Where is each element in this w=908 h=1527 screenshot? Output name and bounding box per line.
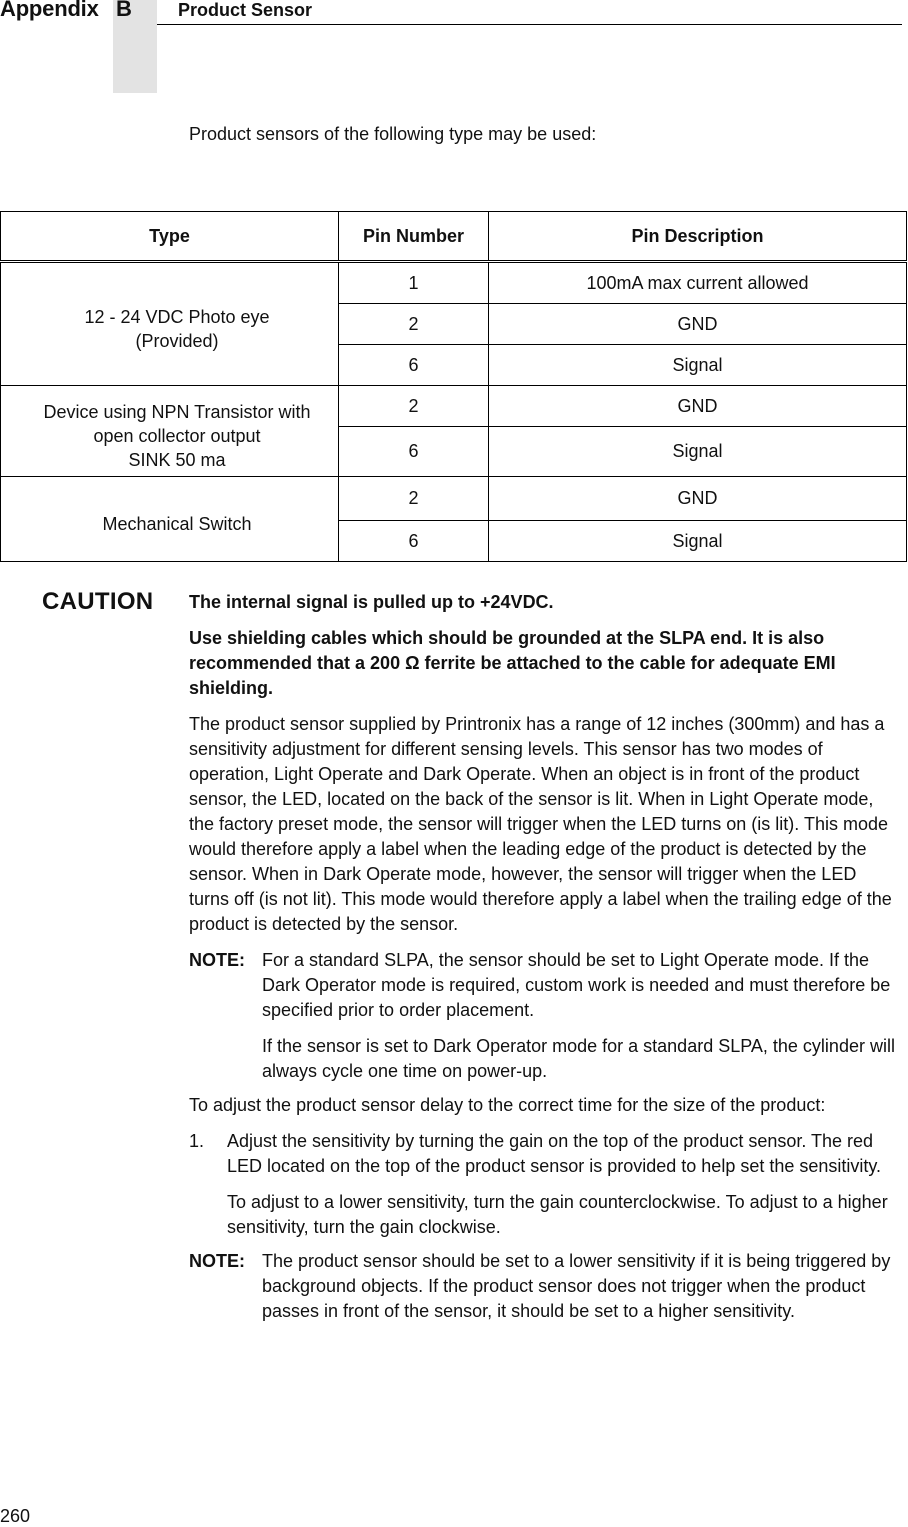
type-line: SINK 50 ma [128, 450, 226, 470]
header-rule [157, 24, 902, 25]
note-label: NOTE: [189, 950, 245, 970]
note-paragraph: For a standard SLPA, the sensor should be set to Light Operate mode. If the Dark Operator mode is required, custom work is needed and must therefore be specified prior to order placement. [262, 950, 891, 1020]
page-number: 260 [0, 1506, 31, 1526]
appendix-label: Appendix [0, 0, 99, 21]
pin-description-cell: Signal [489, 427, 907, 477]
body-text [189, 590, 901, 1333]
step-paragraph: Adjust the sensitivity by turning the gain on the top of the product sensor. The red LED located on the top of the product sensor is provided to help set the sensitivity. [227, 1131, 882, 1176]
pin-number-cell: 2 [339, 386, 489, 427]
step-adjust-sensitivity [189, 1129, 901, 1240]
adjust-delay-paragraph: To adjust the product sensor delay to the correct time for the size of the product: [189, 1095, 826, 1115]
type-line: 12 - 24 VDC Photo eye [84, 307, 270, 327]
pin-description-cell: Signal [489, 521, 907, 562]
pin-description-cell: GND [489, 304, 907, 345]
type-photo-eye [1, 262, 339, 386]
pin-number-cell: 1 [339, 262, 489, 304]
step-paragraph: To adjust to a lower sensitivity, turn the gain counterclockwise. To adjust to a higher sensitivity, turn the gain clockwise. [227, 1192, 888, 1237]
caution-line-1: The internal signal is pulled up to +24VDC. [189, 592, 554, 612]
sensor-pin-table [0, 211, 907, 562]
note-label: NOTE: [189, 1251, 245, 1271]
pin-number-cell: 6 [339, 521, 489, 562]
type-npn-transistor [1, 386, 339, 477]
section-title: Product Sensor [178, 0, 313, 20]
step-text [227, 1129, 901, 1240]
pin-description-cell: Signal [489, 345, 907, 386]
note-paragraph: The product sensor should be set to a lower sensitivity if it is being triggered by background objects. If the product sensor does not trigger when the product passes in front of the sensor, it should be set to a higher sensitivity. [262, 1251, 891, 1321]
step-number: 1. [189, 1131, 205, 1151]
pin-number-cell: 6 [339, 427, 489, 477]
pin-description-cell: GND [489, 386, 907, 427]
table-row [1, 477, 907, 521]
note-sensitivity [189, 1249, 901, 1324]
note-text [262, 948, 901, 1084]
appendix-letter: B [116, 0, 132, 21]
type-line: Mechanical Switch [102, 514, 252, 534]
intro-text: Product sensors of the following type may be used: [189, 124, 597, 144]
note-paragraph: If the sensor is set to Dark Operator mode for a standard SLPA, the cylinder will always cycle one time on power-up. [262, 1036, 895, 1081]
type-line: (Provided) [135, 331, 219, 351]
type-mechanical-switch [1, 477, 339, 562]
header-pin-description: Pin Description [489, 212, 907, 262]
caution-line-2: Use shielding cables which should be grounded at the SLPA end. It is also recommended that a 200 Ω ferrite be attached to the cable for adequate EMI shielding. [189, 628, 836, 698]
table-row [1, 386, 907, 427]
sensor-description-paragraph: The product sensor supplied by Printronix has a range of 12 inches (300mm) and has a sensitivity adjustment for different sensing levels. This sensor has two modes of operation, Light Operate and Dark Operate. When an object is in front of the product sensor, the LED, located on the back of the sensor is lit. When in Light Operate mode, the factory preset mode, the sensor will trigger when the LED turns on (is lit). This mode would therefore apply a label when the leading edge of the product is detected by the sensor. When in Dark Operate mode, however, the sensor will trigger when the LED turns off (is not lit). This mode would therefore apply a label when the trailing edge of the product is detected by the sensor. [189, 714, 892, 934]
table-header-row [1, 212, 907, 262]
type-line: Device using NPN Transistor with [43, 402, 311, 422]
pin-description-cell: GND [489, 477, 907, 521]
table-row [1, 262, 907, 304]
header-pin-number: Pin Number [339, 212, 489, 262]
pin-number-cell: 6 [339, 345, 489, 386]
pin-number-cell: 2 [339, 304, 489, 345]
pin-number-cell: 2 [339, 477, 489, 521]
caution-label: CAUTION [42, 588, 154, 615]
note-text [262, 1249, 901, 1324]
pin-description-cell: 100mA max current allowed [489, 262, 907, 304]
type-line: open collector output [93, 426, 261, 446]
note-light-operate [189, 948, 901, 1084]
header-type: Type [1, 212, 339, 262]
